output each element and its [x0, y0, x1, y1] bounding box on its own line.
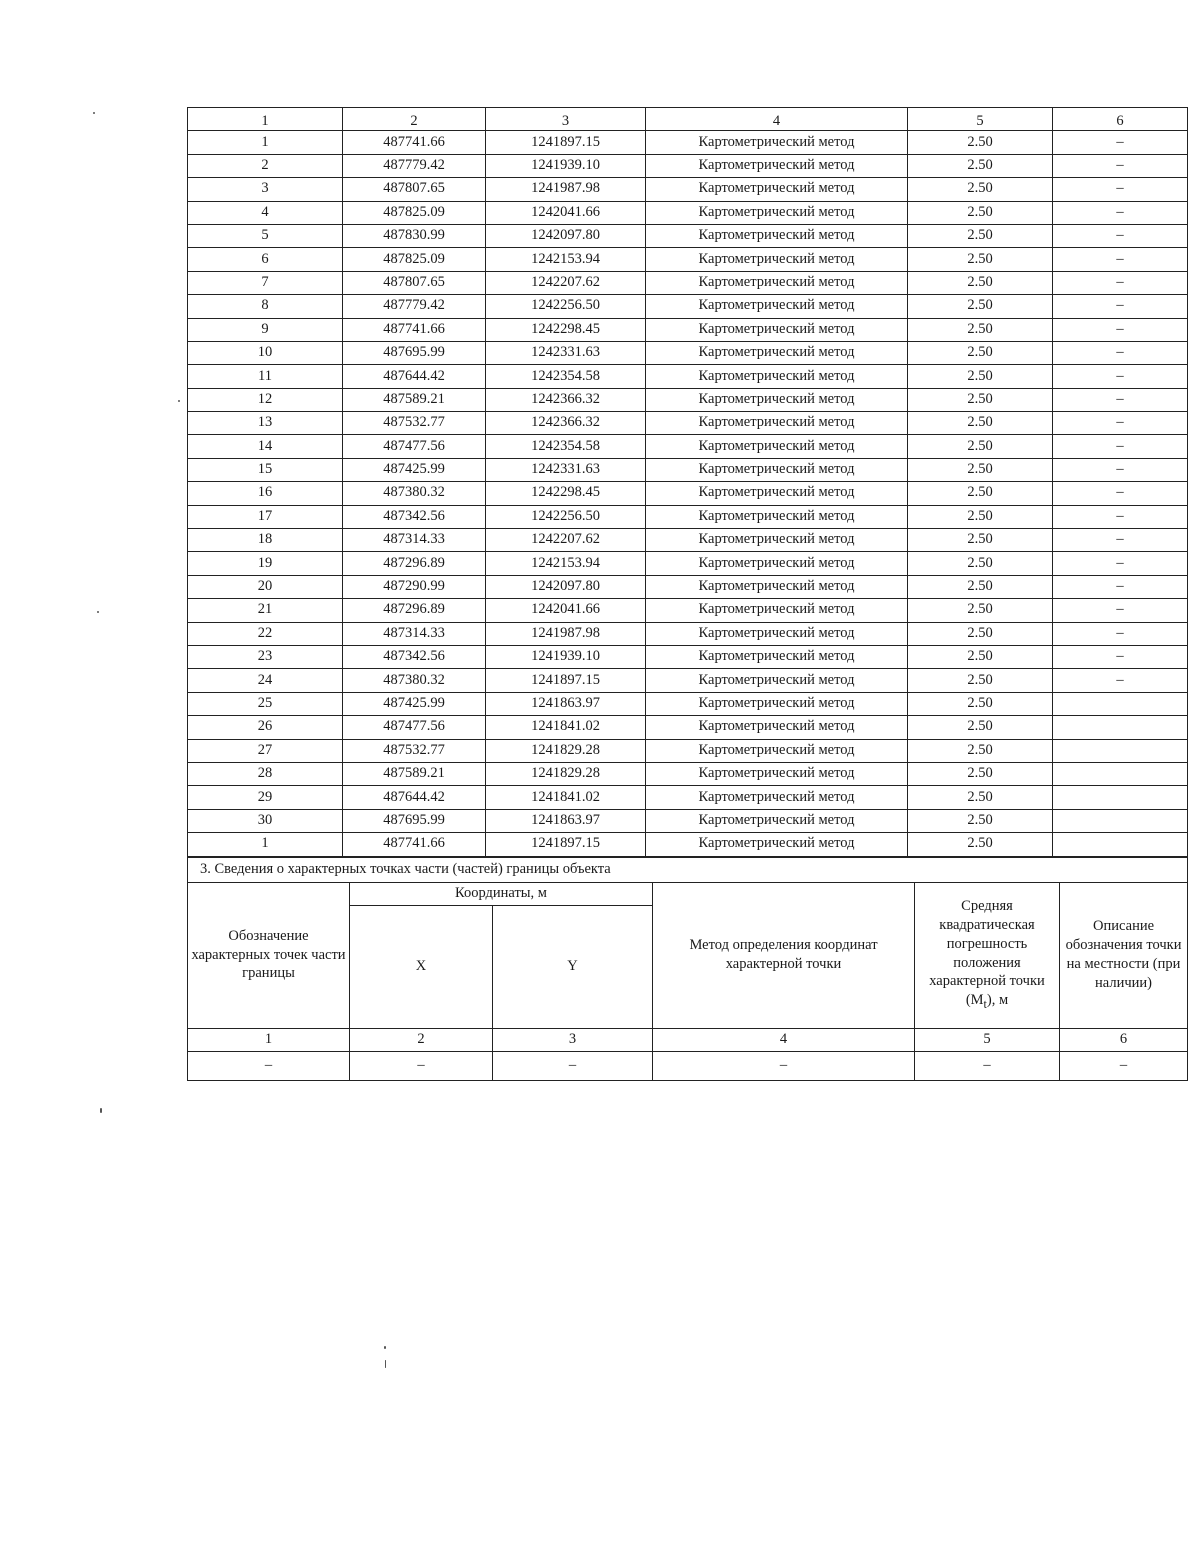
table-row: [188, 295, 1188, 318]
table-row: [188, 762, 1188, 785]
cell-description: –: [1053, 599, 1188, 622]
cell-x: 487477.56: [343, 716, 486, 739]
cell-method: Картометрический метод: [646, 388, 908, 411]
cell-error: 2.50: [908, 645, 1053, 668]
cell-description: –: [1053, 575, 1188, 598]
cell-description: –: [1053, 482, 1188, 505]
cell-error: 2.50: [908, 505, 1053, 528]
cell-x: 487741.66: [343, 131, 486, 154]
column-number: 1: [188, 1028, 350, 1051]
table-row: [188, 388, 1188, 411]
table-row: [188, 692, 1188, 715]
table-row: [188, 224, 1188, 247]
cell-method: Картометрический метод: [646, 248, 908, 271]
cell-point: 7: [188, 271, 343, 294]
cell-y: 1241897.15: [486, 131, 646, 154]
cell-point: 28: [188, 762, 343, 785]
table-row: [188, 201, 1188, 224]
cell-y: 1242331.63: [486, 458, 646, 481]
cell-description: –: [1053, 341, 1188, 364]
table-row: [188, 365, 1188, 388]
table-row: [188, 669, 1188, 692]
cell-method: Картометрический метод: [646, 833, 908, 856]
table-row: [188, 599, 1188, 622]
cell-y: 1241841.02: [486, 786, 646, 809]
cell-point: 6: [188, 248, 343, 271]
cell-error: 2.50: [908, 716, 1053, 739]
header-description: Описание обозначения точки на местности (при наличии): [1060, 882, 1188, 1028]
cell-method: Картометрический метод: [646, 178, 908, 201]
characteristic-points-table: [187, 107, 1188, 857]
table-row: [188, 248, 1188, 271]
cell-description: –: [1053, 529, 1188, 552]
cell-point: 27: [188, 739, 343, 762]
cell-description: –: [1053, 201, 1188, 224]
cell-y: 1241897.15: [486, 669, 646, 692]
cell-error: 2.50: [908, 131, 1053, 154]
cell-point: 12: [188, 388, 343, 411]
header-coordinates: Координаты, м: [350, 882, 653, 905]
cell-error: 2.50: [908, 669, 1053, 692]
table-row: [188, 622, 1188, 645]
cell-point: –: [188, 1051, 350, 1080]
cell-error: 2.50: [908, 318, 1053, 341]
table-row: [188, 178, 1188, 201]
cell-description: –: [1053, 131, 1188, 154]
cell-description: –: [1053, 552, 1188, 575]
cell-error: 2.50: [908, 692, 1053, 715]
cell-method: Картометрический метод: [646, 412, 908, 435]
scan-speck: [178, 400, 180, 402]
cell-description: –: [1053, 412, 1188, 435]
column-number: 5: [908, 108, 1053, 131]
cell-x: 487830.99: [343, 224, 486, 247]
cell-description: [1053, 762, 1188, 785]
table-row: [188, 786, 1188, 809]
section-title-row: [188, 857, 1188, 882]
header-y: Y: [493, 905, 653, 1028]
cell-error: 2.50: [908, 575, 1053, 598]
cell-description: –: [1053, 248, 1188, 271]
cell-point: 26: [188, 716, 343, 739]
document-sheet: [187, 107, 1182, 1081]
cell-error: 2.50: [908, 622, 1053, 645]
cell-y: 1241987.98: [486, 622, 646, 645]
cell-error: 2.50: [908, 458, 1053, 481]
cell-point: 29: [188, 786, 343, 809]
cell-point: 25: [188, 692, 343, 715]
cell-error: 2.50: [908, 154, 1053, 177]
cell-y: 1241841.02: [486, 716, 646, 739]
cell-point: 11: [188, 365, 343, 388]
cell-y: 1242366.32: [486, 412, 646, 435]
table-row: [188, 505, 1188, 528]
column-number: 2: [343, 108, 486, 131]
cell-point: 21: [188, 599, 343, 622]
cell-description: [1053, 833, 1188, 856]
table-row: [188, 645, 1188, 668]
cell-method: Картометрический метод: [646, 599, 908, 622]
cell-x: 487741.66: [343, 833, 486, 856]
cell-method: –: [653, 1051, 915, 1080]
cell-y: 1242256.50: [486, 295, 646, 318]
cell-description: –: [1053, 154, 1188, 177]
cell-y: 1241939.10: [486, 154, 646, 177]
cell-description: –: [1053, 435, 1188, 458]
cell-y: 1242041.66: [486, 599, 646, 622]
cell-method: Картометрический метод: [646, 154, 908, 177]
cell-point: 10: [188, 341, 343, 364]
cell-x: 487695.99: [343, 341, 486, 364]
cell-x: 487425.99: [343, 458, 486, 481]
table-row: [188, 318, 1188, 341]
column-number: 1: [188, 108, 343, 131]
cell-x: 487380.32: [343, 669, 486, 692]
cell-point: 23: [188, 645, 343, 668]
cell-x: 487589.21: [343, 388, 486, 411]
table-row: [188, 341, 1188, 364]
cell-method: Картометрический метод: [646, 224, 908, 247]
cell-error: 2.50: [908, 224, 1053, 247]
cell-x: 487644.42: [343, 365, 486, 388]
cell-x: 487807.65: [343, 178, 486, 201]
cell-y: 1242298.45: [486, 482, 646, 505]
table-row: [188, 458, 1188, 481]
cell-description: [1053, 692, 1188, 715]
cell-y: 1241829.28: [486, 762, 646, 785]
cell-y: 1242256.50: [486, 505, 646, 528]
cell-method: Картометрический метод: [646, 739, 908, 762]
cell-method: Картометрический метод: [646, 458, 908, 481]
cell-error: –: [915, 1051, 1060, 1080]
cell-y: 1242097.80: [486, 224, 646, 247]
cell-method: Картометрический метод: [646, 529, 908, 552]
cell-x: 487807.65: [343, 271, 486, 294]
cell-point: 2: [188, 154, 343, 177]
cell-y: 1241987.98: [486, 178, 646, 201]
cell-point: 9: [188, 318, 343, 341]
cell-y: 1242354.58: [486, 365, 646, 388]
cell-point: 17: [188, 505, 343, 528]
cell-point: 8: [188, 295, 343, 318]
cell-method: Картометрический метод: [646, 716, 908, 739]
cell-error: 2.50: [908, 341, 1053, 364]
column-number: 3: [493, 1028, 653, 1051]
header-mean-error-subscript: t: [983, 997, 987, 1012]
section-title: 3. Сведения о характерных точках части (частей) границы объекта: [188, 857, 1188, 882]
cell-error: 2.50: [908, 271, 1053, 294]
cell-method: Картометрический метод: [646, 692, 908, 715]
cell-x: 487741.66: [343, 318, 486, 341]
column-number: 2: [350, 1028, 493, 1051]
cell-y: 1242041.66: [486, 201, 646, 224]
cell-y: 1242207.62: [486, 529, 646, 552]
cell-description: –: [1053, 178, 1188, 201]
cell-y: 1242153.94: [486, 248, 646, 271]
cell-y: 1242153.94: [486, 552, 646, 575]
table-row: [188, 739, 1188, 762]
cell-y: 1242298.45: [486, 318, 646, 341]
table-row: [188, 435, 1188, 458]
cell-y: 1242331.63: [486, 341, 646, 364]
cell-point: 1: [188, 833, 343, 856]
table-row: [188, 412, 1188, 435]
cell-method: Картометрический метод: [646, 669, 908, 692]
cell-error: 2.50: [908, 599, 1053, 622]
cell-point: 15: [188, 458, 343, 481]
cell-method: Картометрический метод: [646, 318, 908, 341]
cell-description: –: [1053, 295, 1188, 318]
cell-description: [1053, 716, 1188, 739]
cell-error: 2.50: [908, 762, 1053, 785]
cell-x: 487779.42: [343, 295, 486, 318]
cell-point: 5: [188, 224, 343, 247]
cell-method: Картометрический метод: [646, 762, 908, 785]
cell-description: –: [1053, 458, 1188, 481]
header-mean-error-text: Средняя квадратическая погрешность положения характерной точки (M: [929, 898, 1045, 1009]
cell-error: 2.50: [908, 388, 1053, 411]
cell-y: 1241863.97: [486, 809, 646, 832]
cell-error: 2.50: [908, 412, 1053, 435]
cell-x: 487380.32: [343, 482, 486, 505]
column-number: 3: [486, 108, 646, 131]
cell-method: Картометрический метод: [646, 552, 908, 575]
cell-y: –: [493, 1051, 653, 1080]
cell-error: 2.50: [908, 435, 1053, 458]
cell-method: Картометрический метод: [646, 482, 908, 505]
cell-description: –: [1053, 669, 1188, 692]
table-row: [188, 271, 1188, 294]
cell-x: 487290.99: [343, 575, 486, 598]
header-x: X: [350, 905, 493, 1028]
scan-speck: [97, 611, 99, 613]
column-number: 4: [653, 1028, 915, 1051]
column-number-row: [188, 108, 1188, 131]
part-boundary-points-table: [187, 857, 1188, 1081]
cell-error: 2.50: [908, 201, 1053, 224]
cell-method: Картометрический метод: [646, 435, 908, 458]
cell-point: 14: [188, 435, 343, 458]
cell-description: –: [1053, 645, 1188, 668]
cell-y: 1242354.58: [486, 435, 646, 458]
cell-description: [1053, 739, 1188, 762]
table-row: [188, 552, 1188, 575]
table-row: [188, 131, 1188, 154]
cell-x: 487296.89: [343, 552, 486, 575]
cell-x: 487589.21: [343, 762, 486, 785]
cell-point: 20: [188, 575, 343, 598]
column-number: 4: [646, 108, 908, 131]
cell-x: 487532.77: [343, 412, 486, 435]
table-row: [188, 809, 1188, 832]
cell-point: 4: [188, 201, 343, 224]
cell-method: Картометрический метод: [646, 645, 908, 668]
cell-error: 2.50: [908, 833, 1053, 856]
column-number: 6: [1060, 1028, 1188, 1051]
cell-y: 1241829.28: [486, 739, 646, 762]
cell-description: –: [1053, 388, 1188, 411]
cell-method: Картометрический метод: [646, 295, 908, 318]
cell-x: 487342.56: [343, 645, 486, 668]
cell-method: Картометрический метод: [646, 201, 908, 224]
cell-description: –: [1053, 271, 1188, 294]
cell-description: –: [1053, 622, 1188, 645]
cell-description: –: [1053, 365, 1188, 388]
scan-speck: [385, 1360, 386, 1368]
cell-x: 487314.33: [343, 622, 486, 645]
cell-x: 487825.09: [343, 248, 486, 271]
cell-error: 2.50: [908, 529, 1053, 552]
cell-point: 1: [188, 131, 343, 154]
cell-x: 487779.42: [343, 154, 486, 177]
cell-error: 2.50: [908, 552, 1053, 575]
cell-point: 18: [188, 529, 343, 552]
cell-point: 16: [188, 482, 343, 505]
cell-x: 487342.56: [343, 505, 486, 528]
cell-y: 1241897.15: [486, 833, 646, 856]
table-row: [188, 154, 1188, 177]
column-number: 5: [915, 1028, 1060, 1051]
cell-y: 1242207.62: [486, 271, 646, 294]
header-mean-error-unit: ), м: [986, 992, 1009, 1009]
cell-point: 19: [188, 552, 343, 575]
cell-point: 22: [188, 622, 343, 645]
cell-description: –: [1053, 224, 1188, 247]
cell-error: 2.50: [908, 809, 1053, 832]
cell-point: 24: [188, 669, 343, 692]
header-row-top: [188, 882, 1188, 905]
table-row: [188, 1051, 1188, 1080]
cell-error: 2.50: [908, 739, 1053, 762]
cell-method: Картометрический метод: [646, 809, 908, 832]
cell-x: 487825.09: [343, 201, 486, 224]
cell-x: 487314.33: [343, 529, 486, 552]
scan-speck: [100, 1108, 102, 1113]
points-table-body: [188, 108, 1188, 857]
cell-x: 487477.56: [343, 435, 486, 458]
cell-x: –: [350, 1051, 493, 1080]
cell-x: 487532.77: [343, 739, 486, 762]
cell-x: 487425.99: [343, 692, 486, 715]
column-number: 6: [1053, 108, 1188, 131]
cell-description: [1053, 786, 1188, 809]
cell-y: 1242366.32: [486, 388, 646, 411]
cell-description: [1053, 809, 1188, 832]
table-row: [188, 575, 1188, 598]
table-row: [188, 482, 1188, 505]
cell-point: 13: [188, 412, 343, 435]
cell-error: 2.50: [908, 248, 1053, 271]
cell-method: Картометрический метод: [646, 622, 908, 645]
cell-description: –: [1053, 318, 1188, 341]
header-mean-error: [915, 882, 1060, 1028]
cell-method: Картометрический метод: [646, 575, 908, 598]
scan-speck: [93, 112, 95, 114]
cell-method: Картометрический метод: [646, 505, 908, 528]
cell-error: 2.50: [908, 178, 1053, 201]
table-row: [188, 833, 1188, 856]
cell-error: 2.50: [908, 365, 1053, 388]
cell-x: 487644.42: [343, 786, 486, 809]
cell-y: 1241863.97: [486, 692, 646, 715]
cell-method: Картометрический метод: [646, 131, 908, 154]
cell-error: 2.50: [908, 786, 1053, 809]
cell-point: 3: [188, 178, 343, 201]
cell-description: –: [1053, 505, 1188, 528]
table-row: [188, 529, 1188, 552]
cell-point: 30: [188, 809, 343, 832]
scan-speck: [384, 1346, 386, 1349]
cell-description: –: [1060, 1051, 1188, 1080]
cell-method: Картометрический метод: [646, 365, 908, 388]
header-method: Метод определения координат характерной точки: [653, 882, 915, 1028]
cell-method: Картометрический метод: [646, 271, 908, 294]
table-row: [188, 716, 1188, 739]
column-number-row: [188, 1028, 1188, 1051]
cell-y: 1241939.10: [486, 645, 646, 668]
cell-method: Картометрический метод: [646, 786, 908, 809]
cell-x: 487695.99: [343, 809, 486, 832]
cell-error: 2.50: [908, 295, 1053, 318]
cell-method: Картометрический метод: [646, 341, 908, 364]
cell-error: 2.50: [908, 482, 1053, 505]
header-point-designation: Обозначение характерных точек части границы: [188, 882, 350, 1028]
cell-x: 487296.89: [343, 599, 486, 622]
cell-y: 1242097.80: [486, 575, 646, 598]
